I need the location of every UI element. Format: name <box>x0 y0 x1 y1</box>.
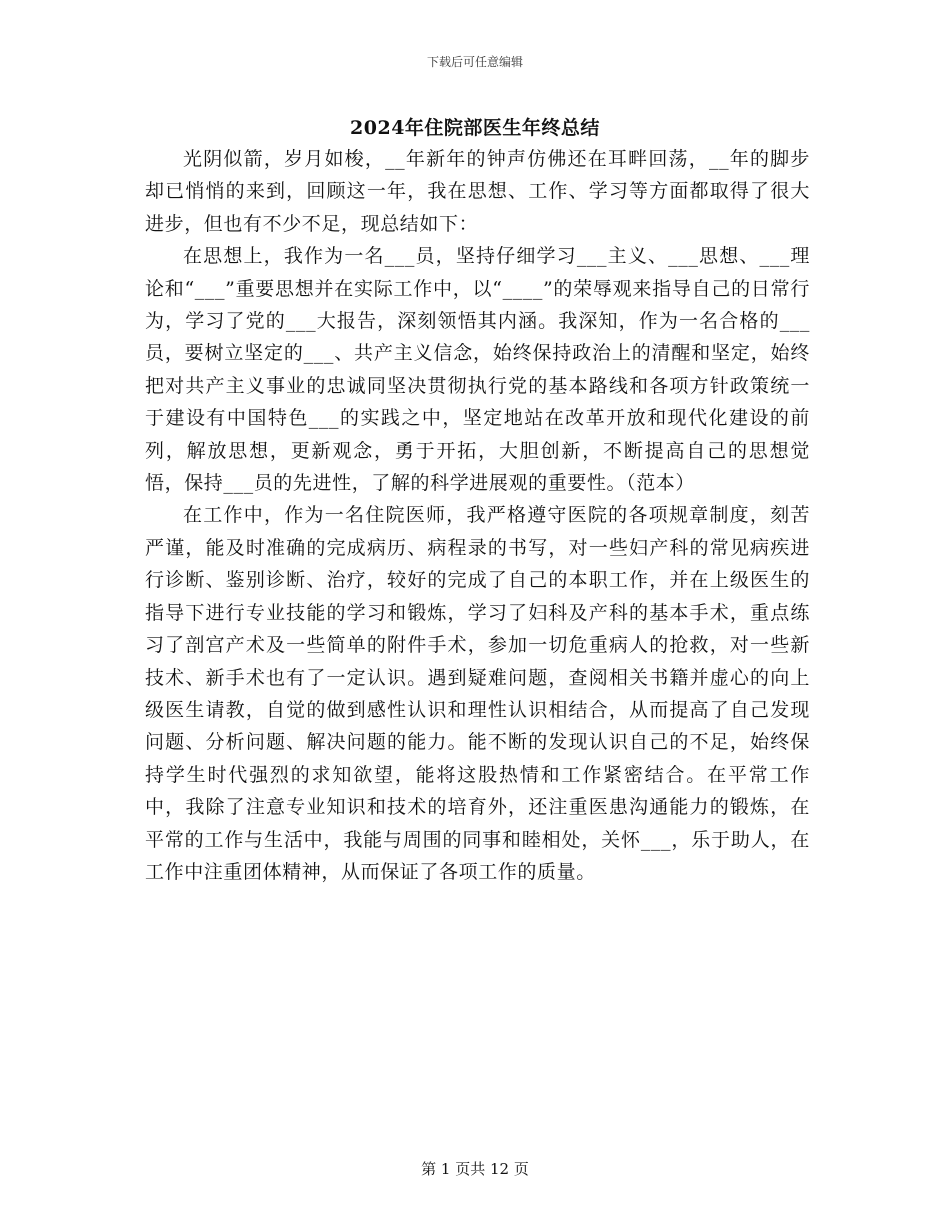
paragraph-work: 在工作中，作为一名住院医师，我严格遵守医院的各项规章制度，刻苦严谨，能及时准确的完成病历、病程录的书写，对一些妇产科的常见病疾进行诊断、鉴别诊断、治疗，较好的完成了自己的本职工作，并在上级医生的指导下进行专业技能的学习和锻炼，学习了妇科及产科的基本手术，重点练习了剖宫产术及一些简单的附件手术，参加一切危重病人的抢救，对一些新技术、新手术也有了一定认识。遇到疑难问题，查阅相关书籍并虚心的向上级医生请教，自觉的做到感性认识和理性认识相结合，从而提高了自己发现问题、分析问题、解决问题的能力。能不断的发现认识自己的不足，始终保持学生时代强烈的求知欲望，能将这股热情和工作紧密结合。在平常工作中，我除了注意专业知识和技术的培育外，还注重医患沟通能力的锻炼，在平常的工作与生活中，我能与周围的同事和睦相处，关怀___，乐于助人，在工作中注重团体精神，从而保证了各项工作的质量。 <box>145 504 810 883</box>
page-number: 第 1 页共 12 页 <box>421 1160 529 1178</box>
document-title: 2024年住院部医生年终总结 <box>350 117 600 139</box>
paragraph-ideology: 在思想上，我作为一名___员，坚持仔细学习___主义、___思想、___理论和“___”重要思想并在实际工作中，以“____”的荣辱观来指导自己的日常行为，学习了党的___大报告，深刻领悟其内涵。我深知，作为一名合格的___员，要树立坚定的___、共产主义信念，始终保持政治上的清醒和坚定，始终把对共产主义事业的忠诚同坚决贯彻执行党的基本路线和各项方针政策统一于建设有中国特色___的实践之中，坚定地站在改革开放和现代化建设的前列，解放思想，更新观念，勇于开拓，大胆创新，不断提高自己的思想觉悟，保持___员的先进性，了解的科学进展观的重要性。（范本） <box>145 245 810 495</box>
document-body <box>145 143 810 888</box>
paragraph-intro: 光阴似箭，岁月如梭，__年新年的钟声仿佛还在耳畔回荡，__年的脚步却已悄悄的来到，回顾这一年，我在思想、工作、学习等方面都取得了很大进步，但也有不少不足，现总结如下： <box>145 148 810 235</box>
header-edit-note: 下载后可任意编辑 <box>426 55 523 69</box>
